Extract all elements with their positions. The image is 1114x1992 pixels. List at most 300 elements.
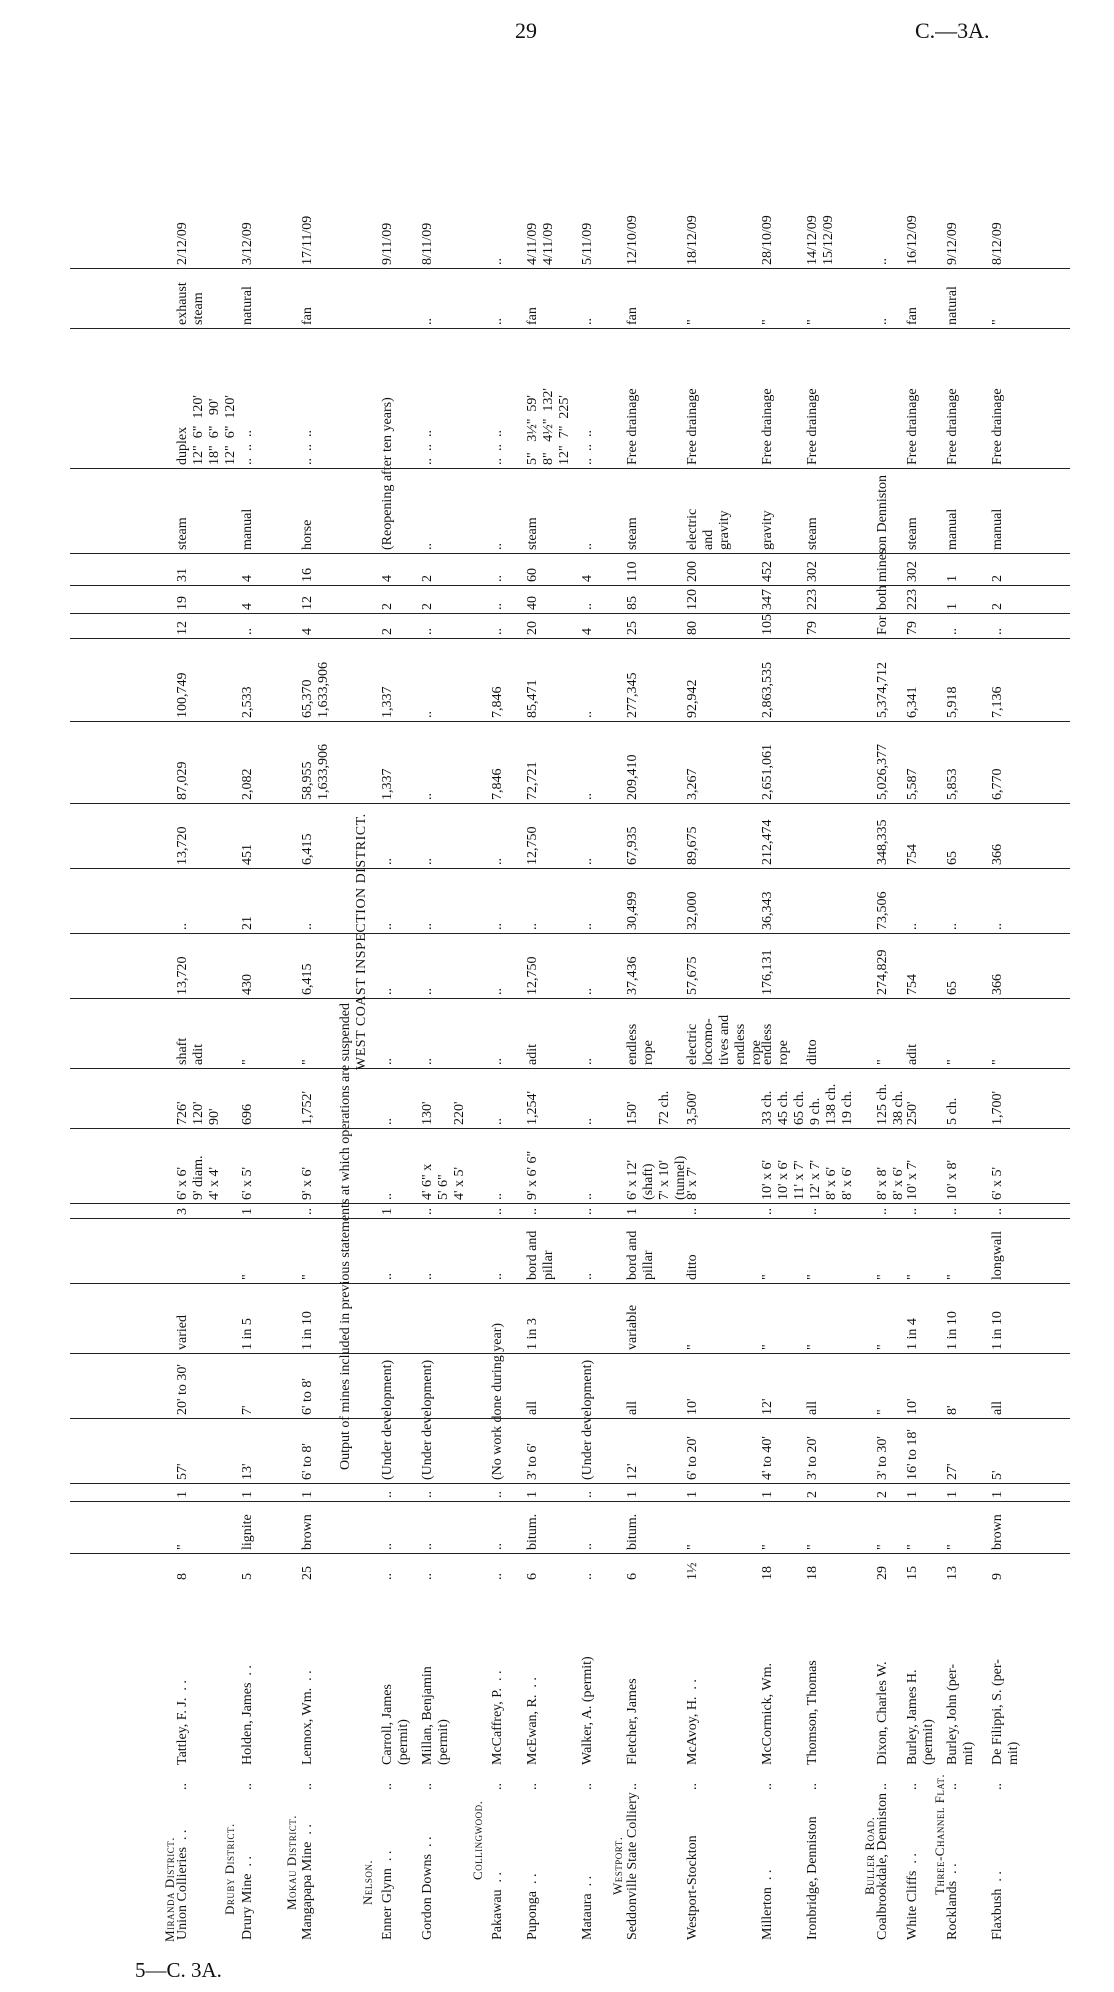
cell-out3: 89,675 [685,826,700,865]
cell-men: 8 [175,1573,190,1580]
cell-mine: Millerton . . [760,1869,775,1940]
section-header-west-coast: WEST COAST INSPECTION DISTRICT. [354,813,369,1070]
cell-depth: 5' [990,1470,1005,1480]
cell-shaft: 9' x 6' [300,1166,315,1200]
cell-depth: 27' [945,1463,960,1480]
cell-out1: 37,436 [625,956,640,995]
cell-shaft: .. [580,1193,595,1200]
section-header-collingwood: Collingwood. [470,1800,485,1880]
column-rule [70,1283,1070,1284]
cell-owner: Fletcher, James [625,1678,640,1765]
cell-vent: .. [875,318,890,325]
cell-dots: .. [300,1783,315,1790]
cell-owner: Carroll, James (permit) [380,1684,411,1765]
cell-mine: Puponga . . [525,1873,540,1940]
cell-pump: Free drainage [905,388,920,465]
cell-count: 1 [905,1491,920,1498]
cell-dots: .. [990,1783,1005,1790]
cell-out3: 65 [945,851,960,865]
cell-date: 9/12/09 [945,222,960,265]
cell-incl: 1 in 3 [525,1318,540,1350]
cell-out4: 2,082 [240,768,255,800]
cell-shaft: .. [490,1193,505,1200]
cell-method: longwall [990,1231,1005,1280]
cell-pump: Free drainage [685,388,700,465]
cell-out4: 58,955 1,633,906 [300,744,331,800]
cell-men: .. [580,1573,595,1580]
cell-incl: 1 in 5 [240,1318,255,1350]
cell-out2: .. [175,923,190,930]
cell-dots: .. [905,1783,920,1790]
cell-owner: Lennox, Wm. . . [300,1670,315,1765]
cell-shaft: 6' x 5' [240,1166,255,1200]
column-rule [70,1218,1070,1219]
cell-vent: fan [525,307,540,325]
cell-n: .. [525,1208,540,1215]
cell-owner: Thomson, Thomas [805,1660,820,1765]
cell-date: 2/12/09 [175,222,190,265]
cell-method: .. [490,1273,505,1280]
cell-method: " [240,1274,255,1280]
cell-out1: 754 [905,974,920,995]
cell-power: gravity [760,510,775,550]
cell-dots: .. [525,1783,540,1790]
cell-len: 33 ch. 45 ch. 65 ch. 9 ch. 138 ch. 19 ch. [760,1083,855,1125]
cell-date: .. [875,258,890,265]
cell-b: 347 [760,589,775,610]
cell-haul: " [875,1059,890,1065]
cell-count: 2 [805,1491,820,1498]
cell-men: 13 [945,1566,960,1580]
cell-pump: Free drainage [625,388,640,465]
cell-dots: .. [490,1783,505,1790]
cell-cc: 2 [420,575,435,582]
cell-date: 4/11/09 4/11/09 [525,222,556,265]
cell-out1: .. [420,988,435,995]
cell-method: " [760,1274,775,1280]
cell-dots: .. [380,1783,395,1790]
cell-shaft: 10' x 7' [905,1159,920,1200]
cell-pump: Free drainage [945,388,960,465]
cell-b: 120 [685,589,700,610]
cell-haul: " [300,1059,315,1065]
cell-count: .. [580,1491,595,1498]
cell-method: .. [380,1273,395,1280]
cell-power: horse [300,519,315,550]
cell-mine: Enner Glynn . . [380,1850,395,1940]
cell-cc: 60 [525,568,540,582]
cell-a: 4 [580,628,595,635]
cell-power: manual [990,508,1005,550]
cell-cc: 302 [905,561,920,582]
cell-thick: 7' [240,1405,255,1415]
cell-out1: 57,675 [685,956,700,995]
cell-depth: 6' to 20' [685,1436,700,1480]
cell-shaft: 10' x 6' 10' x 6' 11' x 7' 12' x 7' 8' x 6' 8' x 6' [760,1159,855,1200]
cell-b: 2 [420,603,435,610]
cell-n: .. [760,1208,775,1215]
cell-date: .. [490,258,505,265]
cell-depth: (Under development) [420,1359,435,1480]
cell-owner: Walker, A. (permit) [580,1656,595,1765]
cell-mine: White Cliffs . . [905,1853,920,1940]
cell-out3: .. [420,858,435,865]
column-rule [70,328,1070,329]
cell-count: 1 [240,1491,255,1498]
column-rule [70,268,1070,269]
cell-out3: .. [580,858,595,865]
cell-dots: .. [240,1783,255,1790]
cell-cc: 4 [240,575,255,582]
cell-count: 1 [625,1491,640,1498]
cell-dots: .. [875,1783,890,1790]
cell-n: .. [420,1208,435,1215]
cell-haul: electric locomo- tives and endless rope [685,1014,764,1065]
cell-haul: shaft adit [175,1037,206,1065]
cell-thick: 10' [905,1398,920,1415]
cell-dots: .. [760,1783,775,1790]
cell-out5: 92,942 [685,679,700,718]
cell-out5: 7,136 [990,686,1005,718]
cell-incl: 1 in 10 [300,1311,315,1350]
cell-depth: 57' [175,1463,190,1480]
cell-pump: .. .. .. [240,430,255,465]
cell-out5: 85,471 [525,679,540,718]
cell-pump: .. .. .. [420,430,435,465]
cell-pump: Free drainage [760,388,775,465]
cell-thick: 12' [760,1398,775,1415]
cell-n: .. [490,1208,505,1215]
cell-depth: 6' to 8' [300,1443,315,1480]
cell-n: 1 [380,1208,395,1215]
cell-out5: 100,749 [175,672,190,718]
cell-n: 1 [240,1208,255,1215]
cell-out4: 3,267 [685,768,700,800]
cell-depth: (Under development) [580,1359,595,1480]
cell-out5: 6,341 [905,686,920,718]
cell-len: .. [380,1118,395,1125]
cell-out4: 2,651,061 [760,744,775,800]
cell-power: manual [945,508,960,550]
cell-haul: " [945,1059,960,1065]
cell-len: 3,500' [685,1090,700,1125]
cell-out4: 5,587 [905,768,920,800]
cell-incl: 1 in 10 [990,1311,1005,1350]
cell-a: .. [990,628,1005,635]
cell-men: 15 [905,1566,920,1580]
cell-method: " [875,1274,890,1280]
cell-dots: .. [420,1783,435,1790]
cell-pump: 5" 3½" 59' 8" 4½" 132' 12" 7" 225' [525,388,572,465]
cell-date: 18/12/09 [685,215,700,265]
cell-len: 125 ch. 38 ch. [875,1083,906,1125]
cell-out3: 754 [905,844,920,865]
cell-out2: .. [990,923,1005,930]
cell-method: " [300,1274,315,1280]
cell-incl: " [760,1344,775,1350]
cell-out2: 73,506 [875,891,890,930]
cell-thick: 20' to 30' [175,1364,190,1415]
cell-out2: 21 [240,916,255,930]
column-rule [70,998,1070,999]
cell-kind: " [805,1544,820,1550]
cell-out5: 5,918 [945,686,960,718]
cell-count: 1 [300,1491,315,1498]
cell-date: 8/11/09 [420,222,435,265]
cell-a: .. [420,628,435,635]
cell-method: ditto [685,1254,700,1280]
column-rule [70,638,1070,639]
cell-method: bord and pillar [525,1230,556,1280]
cell-out1: 274,829 [875,949,890,995]
document-code: C.—3A. [915,18,990,43]
cell-date: 3/12/09 [240,222,255,265]
cell-out2: .. [525,923,540,930]
cell-pump: .. .. .. [490,430,505,465]
cell-out1: 12,750 [525,956,540,995]
cell-n: .. [905,1208,920,1215]
cell-kind: " [945,1544,960,1550]
cell-thick: 6' to 8' [300,1378,315,1415]
cell-count: .. [420,1491,435,1498]
cell-vent: natural [240,286,255,325]
cell-pump: .. .. .. [580,430,595,465]
cell-mine: Union Collieries . . [175,1829,190,1940]
cell-men: 6 [525,1573,540,1580]
cell-len: 130' 220' [420,1101,467,1125]
cell-incl: 1 in 4 [905,1318,920,1350]
cell-dots: .. [945,1783,960,1790]
cell-b: 4 [240,603,255,610]
column-rule [70,1128,1070,1129]
cell-incl: " [875,1344,890,1350]
cell-mine: Mangapapa Mine . . [300,1824,315,1940]
cell-owner: De Filippi, S. (per- mit) [990,1659,1021,1765]
cell-len: 5 ch. [945,1097,960,1125]
cell-mine: Westport-Stockton [685,1835,700,1940]
cell-shaft: 6' x 6' 9' diam. 4' x 4' [175,1155,222,1200]
cell-kind: " [905,1544,920,1550]
cell-len: 726' 120' 90' [175,1101,222,1125]
cell-out5: 7,846 [490,686,505,718]
cell-out3: .. [490,858,505,865]
cell-a: .. [240,628,255,635]
cell-incl: 1 in 10 [945,1311,960,1350]
cell-a: 79 [805,621,820,635]
cell-vent: fan [300,307,315,325]
cell-men: .. [380,1573,395,1580]
cell-mine: Pakawau . . [490,1871,505,1940]
cell-b: 12 [300,596,315,610]
cell-b: both [875,585,890,610]
column-rule [70,468,1070,469]
cell-dots: .. [175,1783,190,1790]
cell-n: 1 [625,1208,640,1215]
cell-thick: all [990,1401,1005,1415]
cell-out3: 366 [990,844,1005,865]
cell-method: .. [580,1273,595,1280]
cell-date: 16/12/09 [905,215,920,265]
section-header-druby: Druby District. [222,1823,237,1915]
cell-mine: Drury Mine . . [240,1856,255,1940]
cell-owner: Holden, James . . [240,1665,255,1765]
cell-a: .. [490,628,505,635]
cell-count: 1 [175,1491,190,1498]
cell-a: 20 [525,621,540,635]
cell-method: " [905,1274,920,1280]
cell-depth: 12' [625,1463,640,1480]
cell-haul: ditto [805,1039,820,1065]
cell-dots: .. [685,1783,700,1790]
cell-len: 250' [905,1101,920,1125]
cell-n: .. [580,1208,595,1215]
cell-haul: .. [420,1058,435,1065]
cell-vent: fan [625,307,640,325]
cell-count: .. [380,1491,395,1498]
cell-out3: 451 [240,844,255,865]
cell-owner: Dixon, Charles W. [875,1661,890,1765]
cell-n: 3 [175,1208,190,1215]
cell-owner: McAvoy, H. . . [685,1679,700,1765]
cell-kind: " [685,1544,700,1550]
cell-count: 2 [875,1491,890,1498]
cell-cc: 4 [380,575,395,582]
cell-n: .. [875,1208,890,1215]
cell-a: 12 [175,621,190,635]
cell-out1: 13,720 [175,956,190,995]
cell-out2: .. [490,923,505,930]
cell-out3: 67,935 [625,826,640,865]
mines-table [70,70,1070,1950]
section-header-nelson: Nelson. [360,1859,375,1905]
cell-out3: 212,474 [760,819,775,865]
cell-thick: 8' [945,1405,960,1415]
cell-haul: endless rope [625,1023,656,1065]
cell-incl: variable [625,1304,640,1350]
section-header-mokau: Mokau District. [284,1815,299,1910]
cell-dots: .. [580,1783,595,1790]
cell-mine: Seddonville State Colliery [625,1792,640,1940]
cell-vent: .. [490,318,505,325]
cell-out3: 12,750 [525,826,540,865]
cell-men: 29 [875,1566,890,1580]
cell-a: 105 [760,614,775,635]
cell-a: 4 [300,628,315,635]
cell-pump: duplex 12" 6" 120' 18" 6" 90' 12" 6" 120' [175,395,238,465]
cell-shaft: 8' x 8' 8' x 6' [875,1166,906,1200]
cell-incl: " [805,1344,820,1350]
cell-haul: adit [525,1044,540,1065]
cell-thick: 10' [685,1398,700,1415]
cell-count: 1 [685,1491,700,1498]
cell-out5: 2,533 [240,686,255,718]
cell-date: 12/10/09 [625,215,640,265]
cell-mine: Coalbrookdale, Denniston [875,1793,890,1940]
cell-out2: .. [945,923,960,930]
section-header-miranda: Miranda District. [162,1837,177,1942]
cell-pump: .. .. .. [300,430,315,465]
cell-date: 5/11/09 [580,222,595,265]
cell-n: .. [685,1208,700,1215]
cell-dots: .. [805,1783,820,1790]
cell-out2: 30,499 [625,891,640,930]
cell-out5: .. [420,711,435,718]
cell-men: 25 [300,1566,315,1580]
cell-men: 1½ [685,1562,700,1580]
cell-len: .. [580,1118,595,1125]
cell-out1: 6,415 [300,963,315,995]
cell-cc: 2 [990,575,1005,582]
cell-n: .. [945,1208,960,1215]
cell-dots: .. [625,1783,640,1790]
cell-n: .. [805,1208,820,1215]
cell-out4: 7,846 [490,768,505,800]
cell-kind: .. [490,1543,505,1550]
cell-owner: Burley, James H. (permit) [905,1669,936,1765]
cell-out4: 87,029 [175,761,190,800]
cell-out3: .. [380,858,395,865]
cell-haul: .. [580,1058,595,1065]
cell-method: bord and pillar [625,1230,656,1280]
cell-vent: .. [580,318,595,325]
cell-out1: 366 [990,974,1005,995]
cell-a: For [875,615,890,635]
cell-mine: Rocklands . . [945,1863,960,1940]
cell-haul: .. [490,1058,505,1065]
cell-a: .. [945,628,960,635]
cell-power: steam [175,517,190,550]
cell-mine: Gordon Downs . . [420,1836,435,1940]
cell-count: 1 [990,1491,1005,1498]
cell-men: .. [420,1573,435,1580]
cell-power: (Reopening after ten years) [380,397,395,550]
cell-vent: " [685,319,700,325]
cell-depth: 3' to 6' [525,1443,540,1480]
cell-out2: .. [380,923,395,930]
footer-code: 5—C. 3A. [135,1958,222,1982]
cell-owner: Millan, Benjamin (permit) [420,1666,451,1765]
column-rule [70,1353,1070,1354]
cell-power: steam [805,517,820,550]
cell-out4: .. [420,793,435,800]
cell-depth: 3' to 30' [875,1436,890,1480]
cell-n: .. [300,1208,315,1215]
cell-power: .. [420,543,435,550]
cell-out1: .. [380,988,395,995]
cell-vent: " [805,319,820,325]
cell-power: manual [240,508,255,550]
cell-pump: Free drainage [990,388,1005,465]
cell-thick: all [525,1401,540,1415]
cell-out5: 277,345 [625,672,640,718]
section-header-buller-road: Buller Road. [862,1816,877,1895]
cell-out2: .. [580,923,595,930]
cell-len: 696 [240,1104,255,1125]
cell-len: .. [490,1118,505,1125]
cell-men: 18 [760,1566,775,1580]
cell-thick: " [875,1409,890,1415]
cell-owner: Tattley, F. J. . . [175,1680,190,1765]
cell-vent: " [990,319,1005,325]
cell-out5: 5,374,712 [875,662,890,718]
cell-b: 2 [380,603,395,610]
cell-date: 28/10/09 [760,215,775,265]
cell-vent: natural [945,286,960,325]
cell-a: 80 [685,621,700,635]
cell-haul: adit [905,1044,920,1065]
cell-b: 223 [905,589,920,610]
cell-cc: 302 [805,561,820,582]
